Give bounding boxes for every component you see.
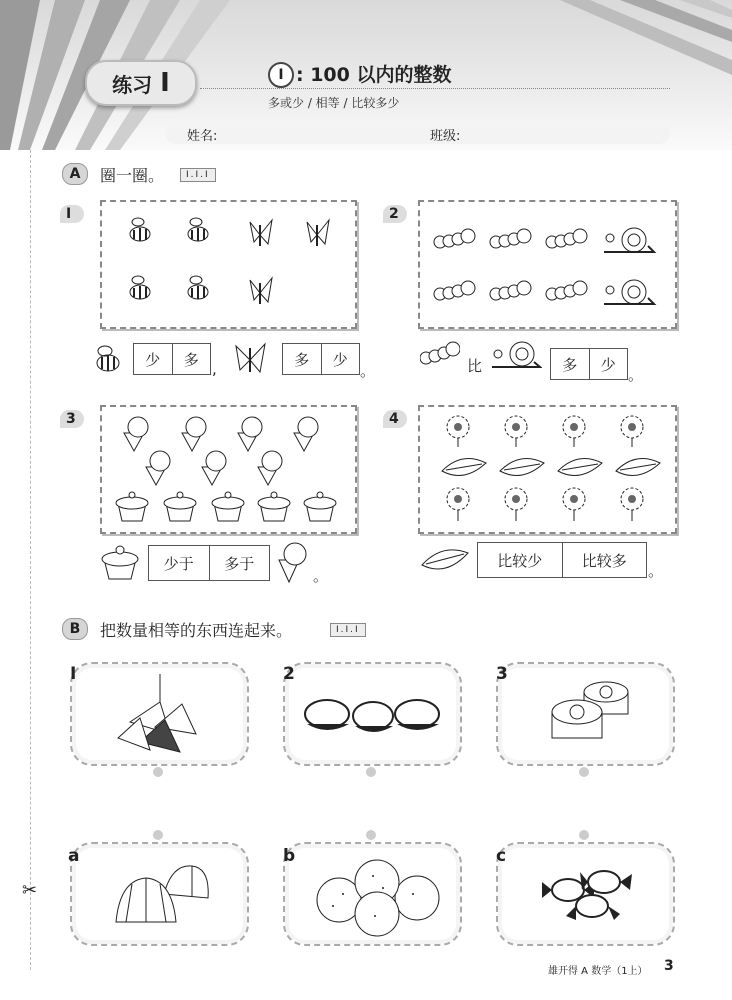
oranges-icon bbox=[313, 854, 443, 938]
cupcake-icon bbox=[212, 492, 244, 521]
flower-icon bbox=[447, 416, 469, 447]
zongzi-icon bbox=[110, 672, 210, 756]
butterfly-icon bbox=[233, 342, 267, 376]
section-b-instruction: 把数量相等的东西连起来。 bbox=[100, 621, 293, 640]
section-b-tag: I.I.I bbox=[330, 623, 366, 637]
question-3-number: 3 bbox=[60, 410, 84, 428]
q1-option-more[interactable]: 多 bbox=[183, 350, 199, 369]
q2-answer-box[interactable] bbox=[550, 348, 628, 380]
butterfly-icon bbox=[250, 278, 272, 304]
q1-picture-box bbox=[100, 200, 357, 329]
section-a-badge: A bbox=[62, 163, 88, 185]
leaf-icon bbox=[420, 545, 470, 575]
q4-option-more[interactable]: 比较多 bbox=[581, 551, 627, 570]
match-box-c[interactable] bbox=[496, 842, 675, 946]
caterpillar-icon bbox=[546, 229, 587, 248]
q1-option-more-2[interactable]: 多 bbox=[283, 344, 322, 374]
footer-book-title: 雄开得 A 数学（1上） bbox=[548, 966, 648, 977]
q3-option-more-than[interactable]: 多于 bbox=[224, 554, 255, 573]
candies-icon bbox=[538, 858, 638, 930]
exercise-tab bbox=[85, 60, 197, 106]
caterpillar-icon bbox=[546, 281, 587, 300]
match-top-3-number: 3 bbox=[496, 664, 508, 684]
caterpillar-icon bbox=[420, 340, 460, 368]
q1-comma: , bbox=[212, 360, 217, 378]
leaf-icon bbox=[616, 459, 660, 476]
mooncakes-icon bbox=[548, 678, 634, 750]
leaf-icon bbox=[500, 459, 544, 476]
flower-icon bbox=[563, 488, 585, 521]
ice-cream-icon bbox=[238, 417, 262, 451]
ice-cream-icon bbox=[275, 542, 311, 584]
bee-icon bbox=[188, 276, 208, 299]
bee-icon bbox=[130, 218, 150, 241]
flower-icon bbox=[505, 416, 527, 447]
match-top-2-dot[interactable] bbox=[366, 767, 376, 777]
name-class-bar bbox=[165, 122, 670, 144]
q3-option-fewer-than[interactable]: 少于 bbox=[149, 546, 210, 580]
cupcake-icon bbox=[100, 545, 140, 581]
q1-left-answer-box[interactable] bbox=[133, 343, 211, 375]
match-box-1[interactable] bbox=[70, 662, 249, 766]
leaf-icon bbox=[558, 459, 602, 476]
cupcake-icon bbox=[116, 492, 148, 521]
q4-period: 。 bbox=[648, 562, 664, 580]
ice-cream-icon bbox=[146, 451, 170, 485]
q1-option-less-2[interactable]: 少 bbox=[332, 350, 348, 369]
q3-period: 。 bbox=[313, 567, 329, 585]
snail-icon bbox=[490, 340, 542, 372]
q4-picture-box bbox=[418, 405, 677, 534]
match-box-b[interactable] bbox=[283, 842, 462, 946]
q2-option-more[interactable]: 多 bbox=[551, 349, 590, 379]
q1-right-answer-box[interactable] bbox=[282, 343, 360, 375]
cupcake-icon bbox=[304, 492, 336, 521]
match-top-2-number: 2 bbox=[283, 664, 295, 684]
unit-number-badge: I bbox=[268, 62, 294, 88]
page-number: 3 bbox=[664, 958, 674, 974]
q4-answer-box[interactable] bbox=[477, 542, 647, 578]
caterpillar-icon bbox=[490, 229, 531, 248]
unit-subtitle: 多或少 / 相等 / 比较多少 bbox=[268, 96, 400, 110]
match-top-1-dot[interactable] bbox=[153, 767, 163, 777]
match-bottom-b-letter: b bbox=[283, 846, 296, 866]
flower-icon bbox=[621, 416, 643, 447]
match-box-a[interactable] bbox=[70, 842, 249, 946]
caterpillar-icon bbox=[434, 281, 475, 300]
question-4-number: 4 bbox=[383, 410, 407, 428]
butterfly-icon bbox=[307, 220, 329, 246]
q1-period: 。 bbox=[360, 362, 376, 380]
q2-period: 。 bbox=[628, 366, 644, 384]
caterpillar-icon bbox=[490, 281, 531, 300]
match-top-3-dot[interactable] bbox=[579, 767, 589, 777]
match-bottom-a-letter: a bbox=[68, 846, 80, 866]
cupcake-icon bbox=[164, 492, 196, 521]
scissors-icon: ✂ bbox=[22, 880, 38, 901]
jelly-icon bbox=[112, 858, 212, 930]
title-divider bbox=[200, 88, 670, 89]
flower-icon bbox=[505, 488, 527, 521]
match-bottom-a-dot[interactable] bbox=[153, 830, 163, 840]
match-top-1-number: I bbox=[70, 664, 77, 684]
flower-icon bbox=[447, 488, 469, 521]
ice-cream-icon bbox=[294, 417, 318, 451]
section-a-instruction: 圈一圈。 bbox=[100, 166, 165, 185]
class-label: 班级: bbox=[430, 129, 461, 144]
exercise-number: I bbox=[160, 68, 170, 98]
question-2-number: 2 bbox=[383, 205, 407, 223]
cupcake-icon bbox=[258, 492, 290, 521]
ice-cream-icon bbox=[258, 451, 282, 485]
q2-compare-word: 比 bbox=[467, 357, 483, 375]
butterfly-icon bbox=[250, 220, 272, 246]
decorative-rays-right bbox=[560, 0, 732, 120]
exercise-label: 练习 bbox=[112, 72, 153, 97]
flower-icon bbox=[621, 488, 643, 521]
q3-picture-box bbox=[100, 405, 357, 534]
q2-option-less[interactable]: 少 bbox=[600, 355, 616, 374]
q4-option-fewer[interactable]: 比较少 bbox=[478, 543, 563, 577]
bee-icon bbox=[188, 218, 208, 241]
bee-icon bbox=[93, 343, 123, 377]
flower-icon bbox=[563, 416, 585, 447]
match-box-2[interactable] bbox=[283, 662, 462, 766]
bee-icon bbox=[130, 276, 150, 299]
name-label: 姓名: bbox=[187, 129, 218, 144]
unit-title: : 100 以内的整数 bbox=[296, 64, 452, 86]
question-1-number: I bbox=[60, 205, 84, 223]
ice-cream-icon bbox=[182, 417, 206, 451]
cut-line bbox=[30, 150, 31, 970]
q1-option-less[interactable]: 少 bbox=[134, 344, 173, 374]
caterpillar-icon bbox=[434, 229, 475, 248]
match-box-3[interactable] bbox=[496, 662, 675, 766]
ice-cream-icon bbox=[124, 417, 148, 451]
match-bottom-c-letter: c bbox=[496, 846, 507, 866]
match-bottom-b-dot[interactable] bbox=[366, 830, 376, 840]
ice-cream-icon bbox=[202, 451, 226, 485]
snail-icon bbox=[604, 280, 654, 304]
match-bottom-c-dot[interactable] bbox=[579, 830, 589, 840]
section-b-badge: B bbox=[62, 618, 88, 640]
snail-icon bbox=[604, 228, 654, 252]
leaf-icon bbox=[442, 459, 486, 476]
section-a-tag: I.I.I bbox=[180, 168, 216, 182]
q2-picture-box bbox=[418, 200, 677, 329]
eggs-icon bbox=[303, 694, 443, 738]
q3-answer-box[interactable] bbox=[148, 545, 270, 581]
